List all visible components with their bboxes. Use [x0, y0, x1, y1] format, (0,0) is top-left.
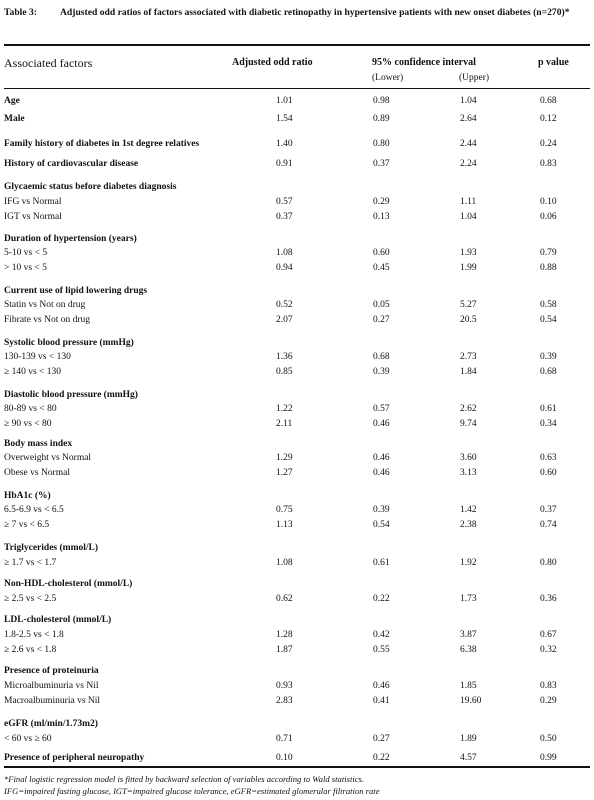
table-row — [4, 518, 590, 532]
aor-cell: 0.57 — [276, 197, 293, 207]
ci-upper-cell: 1.04 — [460, 212, 477, 222]
aor-cell: 1.54 — [276, 114, 293, 124]
table-label: Table 3: — [4, 7, 37, 18]
ci-lower-cell: 0.27 — [373, 315, 390, 325]
aor-cell: 0.71 — [276, 734, 293, 744]
aor-cell: 0.91 — [276, 159, 293, 169]
factor-cell: > 10 vs < 5 — [4, 263, 47, 273]
group-heading-row — [4, 437, 590, 451]
group-heading-row — [4, 336, 590, 350]
header-p: p value — [538, 57, 569, 68]
ci-lower-cell: 0.68 — [373, 352, 390, 362]
table-row — [4, 246, 590, 260]
ci-lower-cell: 0.80 — [373, 139, 390, 149]
header-aor: Adjusted odd ratio — [232, 57, 313, 68]
aor-cell: 1.36 — [276, 352, 293, 362]
ci-lower-cell: 0.05 — [373, 300, 390, 310]
table-row — [4, 643, 590, 657]
ci-upper-cell: 2.24 — [460, 159, 477, 169]
factor-cell: Statin vs Not on drug — [4, 300, 86, 310]
factor-cell: Diastolic blood pressure (mmHg) — [4, 390, 138, 400]
table-row — [4, 694, 590, 708]
table-row — [4, 137, 590, 151]
factor-cell: ≥ 2.6 vs < 1.8 — [4, 645, 57, 655]
ci-upper-cell: 1.99 — [460, 263, 477, 273]
p-value-cell: 0.36 — [540, 594, 557, 604]
table-row — [4, 365, 590, 379]
p-value-cell: 0.74 — [540, 520, 557, 530]
footnote-1: *Final logistic regression model is fitted by backward selection of variables according to Wald statistics. — [4, 774, 365, 784]
p-value-cell: 0.10 — [540, 197, 557, 207]
ci-lower-cell: 0.46 — [373, 681, 390, 691]
factor-cell: IFG vs Normal — [4, 197, 62, 207]
factor-cell: ≥ 140 vs < 130 — [4, 367, 62, 377]
aor-cell: 2.11 — [276, 419, 293, 429]
group-heading-row — [4, 664, 590, 678]
aor-cell: 1.22 — [276, 404, 293, 414]
table-row — [4, 157, 590, 171]
ci-lower-cell: 0.41 — [373, 696, 390, 706]
group-heading-row — [4, 284, 590, 298]
header-upper: (Upper) — [459, 73, 490, 83]
ci-upper-cell: 2.44 — [460, 139, 477, 149]
ci-upper-cell: 2.62 — [460, 404, 477, 414]
aor-cell: 2.07 — [276, 315, 293, 325]
factor-cell: 1.8-2.5 vs < 1.8 — [4, 630, 64, 640]
p-value-cell: 0.68 — [540, 96, 557, 106]
factor-cell: Macroalbuminuria vs Nil — [4, 696, 101, 706]
factor-cell: Fibrate vs Not on drug — [4, 315, 91, 325]
aor-cell: 0.94 — [276, 263, 293, 273]
header-rule — [4, 88, 590, 89]
factor-cell: ≥ 1.7 vs < 1.7 — [4, 558, 57, 568]
ci-lower-cell: 0.39 — [373, 367, 390, 377]
table-row — [4, 94, 590, 108]
ci-upper-cell: 3.60 — [460, 453, 477, 463]
factor-cell: Microalbuminuria vs Nil — [4, 681, 99, 691]
aor-cell: 1.01 — [276, 96, 293, 106]
aor-cell: 1.40 — [276, 139, 293, 149]
ci-upper-cell: 4.57 — [460, 753, 477, 763]
group-heading-row — [4, 232, 590, 246]
ci-lower-cell: 0.39 — [373, 505, 390, 515]
top-rule — [4, 44, 590, 46]
p-value-cell: 0.37 — [540, 505, 557, 515]
p-value-cell: 0.29 — [540, 696, 557, 706]
ci-upper-cell: 1.73 — [460, 594, 477, 604]
factor-cell: 5-10 vs < 5 — [4, 248, 48, 258]
ci-upper-cell: 1.04 — [460, 96, 477, 106]
ci-lower-cell: 0.29 — [373, 197, 390, 207]
factor-cell: eGFR (ml/min/1.73m2) — [4, 719, 98, 729]
table-row — [4, 556, 590, 570]
ci-lower-cell: 0.22 — [373, 753, 390, 763]
aor-cell: 1.87 — [276, 645, 293, 655]
aor-cell: 1.27 — [276, 468, 293, 478]
ci-upper-cell: 3.13 — [460, 468, 477, 478]
header-factor: Associated factors — [4, 56, 93, 70]
ci-upper-cell: 2.73 — [460, 352, 477, 362]
table-row — [4, 751, 590, 765]
aor-cell: 0.10 — [276, 753, 293, 763]
factor-cell: Current use of lipid lowering drugs — [4, 286, 148, 296]
ci-lower-cell: 0.13 — [373, 212, 390, 222]
factor-cell: HbA1c (%) — [4, 491, 51, 501]
factor-cell: 80-89 vs < 80 — [4, 404, 57, 414]
factor-cell: Body mass index — [4, 439, 73, 449]
ci-upper-cell: 1.42 — [460, 505, 477, 515]
p-value-cell: 0.12 — [540, 114, 557, 124]
ci-upper-cell: 2.38 — [460, 520, 477, 530]
table-row — [4, 417, 590, 431]
factor-cell: Presence of peripheral neuropathy — [4, 753, 145, 763]
ci-upper-cell: 2.64 — [460, 114, 477, 124]
group-heading-row — [4, 541, 590, 555]
footnote-2: IFG=impaired fasting glucose, IGT=impaired glucose tolerance, eGFR=estimated glomerular filtration rate — [4, 786, 380, 796]
p-value-cell: 0.88 — [540, 263, 557, 273]
p-value-cell: 0.50 — [540, 734, 557, 744]
table-row — [4, 503, 590, 517]
ci-lower-cell: 0.45 — [373, 263, 390, 273]
aor-cell: 0.37 — [276, 212, 293, 222]
ci-lower-cell: 0.46 — [373, 468, 390, 478]
factor-cell: Duration of hypertension (years) — [4, 234, 137, 244]
table-row — [4, 313, 590, 327]
factor-cell: ≥ 90 vs < 80 — [4, 419, 52, 429]
table-row — [4, 402, 590, 416]
ci-lower-cell: 0.22 — [373, 594, 390, 604]
ci-lower-cell: 0.60 — [373, 248, 390, 258]
p-value-cell: 0.83 — [540, 681, 557, 691]
ci-upper-cell: 1.11 — [460, 197, 477, 207]
group-heading-row — [4, 613, 590, 627]
group-heading-row — [4, 388, 590, 402]
table-row — [4, 592, 590, 606]
ci-upper-cell: 1.85 — [460, 681, 477, 691]
aor-cell: 0.75 — [276, 505, 293, 515]
factor-cell: Triglycerides (mmol/L) — [4, 543, 99, 553]
aor-cell: 1.28 — [276, 630, 293, 640]
aor-cell: 1.13 — [276, 520, 293, 530]
factor-cell: Male — [4, 114, 25, 124]
p-value-cell: 0.63 — [540, 453, 557, 463]
table-row — [4, 298, 590, 312]
aor-cell: 0.93 — [276, 681, 293, 691]
ci-upper-cell: 1.84 — [460, 367, 477, 377]
factor-cell: Overweight vs Normal — [4, 453, 92, 463]
factor-cell: LDL-cholesterol (mmol/L) — [4, 615, 112, 625]
aor-cell: 2.83 — [276, 696, 293, 706]
factor-cell: ≥ 2.5 vs < 2.5 — [4, 594, 57, 604]
group-heading-row — [4, 489, 590, 503]
ci-lower-cell: 0.98 — [373, 96, 390, 106]
p-value-cell: 0.34 — [540, 419, 557, 429]
ci-lower-cell: 0.61 — [373, 558, 390, 568]
table-row — [4, 210, 590, 224]
group-heading-row — [4, 717, 590, 731]
factor-cell: 130-139 vs < 130 — [4, 352, 71, 362]
table-row — [4, 451, 590, 465]
ci-lower-cell: 0.46 — [373, 419, 390, 429]
ci-upper-cell: 1.93 — [460, 248, 477, 258]
aor-cell: 0.62 — [276, 594, 293, 604]
ci-lower-cell: 0.55 — [373, 645, 390, 655]
factor-cell: Family history of diabetes in 1st degree relatives — [4, 139, 200, 149]
ci-upper-cell: 3.87 — [460, 630, 477, 640]
factor-cell: Systolic blood pressure (mmHg) — [4, 338, 134, 348]
p-value-cell: 0.83 — [540, 159, 557, 169]
ci-lower-cell: 0.42 — [373, 630, 390, 640]
table-row — [4, 732, 590, 746]
aor-cell: 0.52 — [276, 300, 293, 310]
p-value-cell: 0.32 — [540, 645, 557, 655]
group-heading-row — [4, 577, 590, 591]
bottom-rule — [4, 766, 590, 768]
table-row — [4, 261, 590, 275]
p-value-cell: 0.24 — [540, 139, 557, 149]
ci-upper-cell: 9.74 — [460, 419, 477, 429]
factor-cell: ≥ 7 vs < 6.5 — [4, 520, 50, 530]
table-row — [4, 195, 590, 209]
aor-cell: 1.08 — [276, 558, 293, 568]
factor-cell: < 60 vs ≥ 60 — [4, 734, 52, 744]
table-row — [4, 112, 590, 126]
factor-cell: 6.5-6.9 vs < 6.5 — [4, 505, 64, 515]
p-value-cell: 0.68 — [540, 367, 557, 377]
ci-lower-cell: 0.46 — [373, 453, 390, 463]
p-value-cell: 0.39 — [540, 352, 557, 362]
aor-cell: 1.29 — [276, 453, 293, 463]
ci-lower-cell: 0.57 — [373, 404, 390, 414]
table-row — [4, 679, 590, 693]
ci-lower-cell: 0.37 — [373, 159, 390, 169]
p-value-cell: 0.54 — [540, 315, 557, 325]
factor-cell: IGT vs Normal — [4, 212, 62, 222]
factor-cell: History of cardiovascular disease — [4, 159, 139, 169]
ci-upper-cell: 19.60 — [460, 696, 482, 706]
factor-cell: Obese vs Normal — [4, 468, 70, 478]
table-row — [4, 466, 590, 480]
ci-lower-cell: 0.27 — [373, 734, 390, 744]
ci-upper-cell: 6.38 — [460, 645, 477, 655]
group-heading-row — [4, 180, 590, 194]
aor-cell: 1.08 — [276, 248, 293, 258]
table-row — [4, 350, 590, 364]
p-value-cell: 0.61 — [540, 404, 557, 414]
header-lower: (Lower) — [372, 73, 404, 83]
factor-cell: Glycaemic status before diabetes diagnosis — [4, 182, 177, 192]
p-value-cell: 0.79 — [540, 248, 557, 258]
factor-cell: Age — [4, 96, 20, 106]
header-ci: 95% confidence interval — [372, 57, 476, 68]
factor-cell: Presence of proteinuria — [4, 666, 99, 676]
p-value-cell: 0.99 — [540, 753, 557, 763]
table-row — [4, 628, 590, 642]
p-value-cell: 0.67 — [540, 630, 557, 640]
ci-lower-cell: 0.54 — [373, 520, 390, 530]
aor-cell: 0.85 — [276, 367, 293, 377]
ci-upper-cell: 20.5 — [460, 315, 477, 325]
p-value-cell: 0.58 — [540, 300, 557, 310]
ci-upper-cell: 1.89 — [460, 734, 477, 744]
factor-cell: Non-HDL-cholesterol (mmol/L) — [4, 579, 133, 589]
p-value-cell: 0.80 — [540, 558, 557, 568]
ci-upper-cell: 1.92 — [460, 558, 477, 568]
ci-lower-cell: 0.89 — [373, 114, 390, 124]
table-title: Adjusted odd ratios of factors associated with diabetic retinopathy in hypertensive patients with new onset diabetes (n=270)* — [60, 7, 570, 18]
p-value-cell: 0.60 — [540, 468, 557, 478]
p-value-cell: 0.06 — [540, 212, 557, 222]
ci-upper-cell: 5.27 — [460, 300, 477, 310]
